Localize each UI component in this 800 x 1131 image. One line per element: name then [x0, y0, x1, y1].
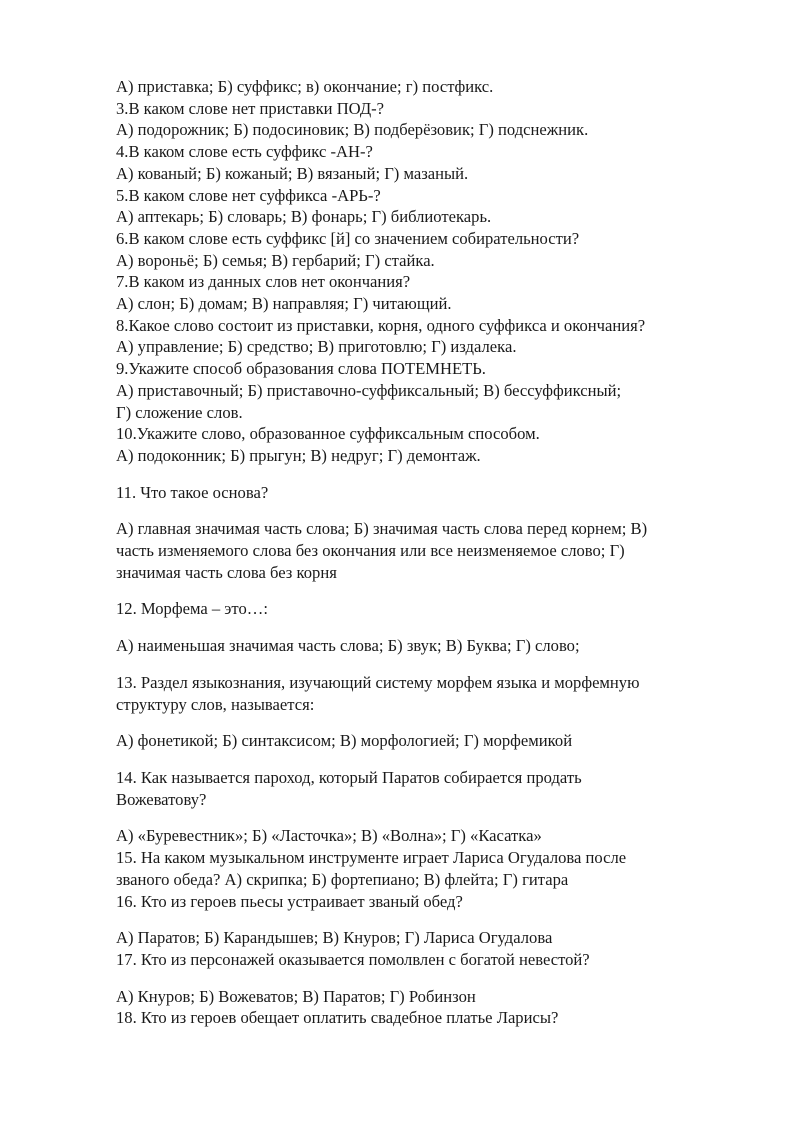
question-18: 18. Кто из героев обещает оплатить свадебное платье Ларисы?: [116, 1008, 559, 1028]
answers-q5: А) аптекарь; Б) словарь; В) фонарь; Г) библиотекарь.: [116, 207, 492, 227]
paragraph-gap: [116, 657, 756, 672]
answers-q14: А) «Буревестник»; Б) «Ласточка»; В) «Волна»; Г) «Касатка»: [116, 826, 542, 846]
question-7: 7.В каком из данных слов нет окончания?: [116, 272, 411, 292]
answers-q3: А) подорожник; Б) подосиновик; В) подберёзовик; Г) подснежник.: [116, 120, 589, 140]
answers-q8: А) управление; Б) средство; В) приготовлю; Г) издалека.: [116, 337, 517, 357]
paragraph-gap: [116, 810, 756, 825]
answers-q11-line2: часть изменяемого слова без окончания или все неизменяемое слово; Г): [116, 541, 625, 561]
answers-q13: А) фонетикой; Б) синтаксисом; В) морфологией; Г) морфемикой: [116, 731, 573, 751]
question-8: 8.Какое слово состоит из приставки, корня, одного суффикса и окончания?: [116, 315, 646, 335]
question-15-line1: 15. На каком музыкальном инструменте играет Лариса Огудалова после: [116, 848, 627, 868]
answers-q16: А) Паратов; Б) Карандышев; В) Кнуров; Г) Лариса Огудалова: [116, 928, 553, 948]
answers-q17: А) Кнуров; Б) Вожеватов; В) Паратов; Г) Робинзон: [116, 986, 476, 1006]
paragraph-gap: [116, 503, 756, 518]
question-13-line1: 13. Раздел языкознания, изучающий систему морфем языка и морфемную: [116, 672, 640, 692]
answers-q10: А) подоконник; Б) прыгун; В) недруг; Г) демонтаж.: [116, 445, 481, 465]
question-11: 11. Что такое основа?: [116, 482, 269, 502]
question-17: 17. Кто из персонажей оказывается помолвлен с богатой невестой?: [116, 949, 590, 969]
paragraph-gap: [116, 912, 756, 927]
answers-q11-line3: значимая часть слова без корня: [116, 562, 337, 582]
paragraph-gap: [116, 467, 756, 482]
answers-q6: А) вороньё; Б) семья; В) гербарий; Г) стайка.: [116, 250, 435, 270]
question-10: 10.Укажите слово, образованное суффиксальным способом.: [116, 424, 540, 444]
question-16: 16. Кто из героев пьесы устраивает званый обед?: [116, 891, 463, 911]
answers-q7: А) слон; Б) домам; В) направляя; Г) читающий.: [116, 294, 452, 314]
paragraph-gap: [116, 971, 756, 986]
question-12: 12. Морфема – это…:: [116, 599, 268, 619]
question-4: 4.В каком слове есть суффикс -АН-?: [116, 142, 373, 162]
question-9: 9.Укажите способ образования слова ПОТЕМНЕТЬ.: [116, 359, 486, 379]
document-page: [116, 76, 756, 1029]
question-5: 5.В каком слове нет суффикса -АРЬ-?: [116, 185, 381, 205]
answers-q4: А) кованый; Б) кожаный; В) вязаный; Г) мазаный.: [116, 163, 469, 183]
question-14-line1: 14. Как называется пароход, который Паратов собирается продать: [116, 767, 582, 787]
question-15-line2: званого обеда? А) скрипка; Б) фортепиано; В) флейта; Г) гитара: [116, 869, 569, 889]
answers-q9-line2: Г) сложение слов.: [116, 402, 243, 422]
question-13-line2: структуру слов, называется:: [116, 694, 315, 714]
answers-q9-line1: А) приставочный; Б) приставочно-суффиксальный; В) бессуффиксный;: [116, 380, 622, 400]
paragraph-gap: [116, 715, 756, 730]
answers-q12: А) наименьшая значимая часть слова; Б) звук; В) Буква; Г) слово;: [116, 636, 580, 656]
paragraph-gap: [116, 583, 756, 598]
question-3: 3.В каком слове нет приставки ПОД-?: [116, 98, 385, 118]
question-14-line2: Вожеватову?: [116, 789, 207, 809]
paragraph-gap: [116, 620, 756, 635]
paragraph-gap: [116, 752, 756, 767]
question-6: 6.В каком слове есть суффикс [й] со значением собирательности?: [116, 228, 580, 248]
answers-q11-line1: А) главная значимая часть слова; Б) значимая часть слова перед корнем; В): [116, 519, 648, 539]
answers-q2: А) приставка; Б) суффикс; в) окончание; г) постфикс.: [116, 77, 494, 96]
